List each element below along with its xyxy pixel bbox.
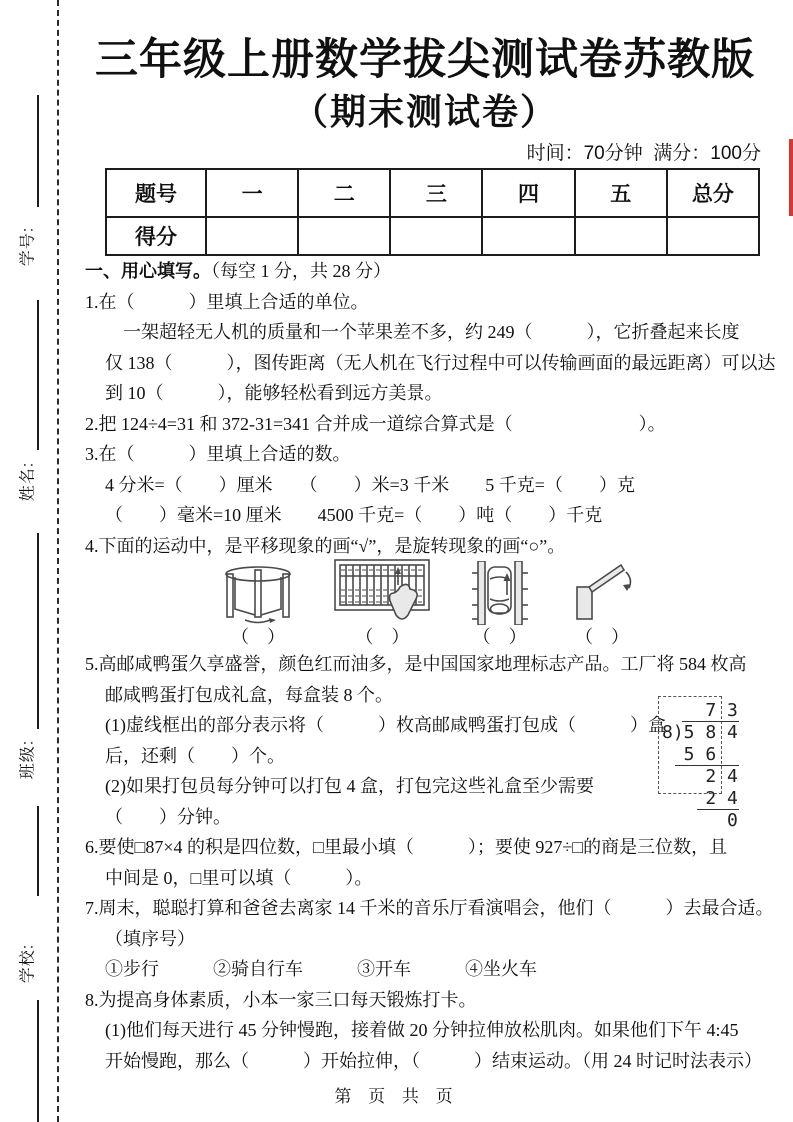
binding-dashed-line bbox=[57, 0, 59, 1122]
student-name-label: 姓名: bbox=[19, 461, 37, 502]
student-info-rule-line bbox=[37, 806, 39, 896]
section-1-title: 一、用心填写。 bbox=[85, 261, 211, 281]
figure-revolving-door bbox=[223, 563, 293, 649]
division-rule-line bbox=[697, 809, 739, 810]
question-1-line-3: 仅 138（ ），图传距离（无人机在飞行过程中可以传输画面的最远距离）可以达 bbox=[105, 352, 776, 373]
question-5-line-3: (1)虚线框出的部分表示将（ ）枚高邮咸鸭蛋打包成（ ）盒 bbox=[105, 715, 666, 735]
score-table-header-cell: 三 bbox=[390, 169, 482, 217]
question-4-figures bbox=[223, 561, 635, 649]
question-4-line-1: 4.下面的运动中，是平移现象的画“√”，是旋转现象的画“○”。 bbox=[85, 535, 566, 556]
abacus-icon bbox=[334, 559, 430, 625]
question-5-line-2: 邮咸鸭蛋打包成礼盒，每盒装 8 个。 bbox=[105, 684, 393, 705]
score-row-label: 得分 bbox=[106, 217, 206, 255]
question-1-line-4: 到 10（ ），能够轻松看到远方美景。 bbox=[105, 383, 443, 403]
division-dashed-box bbox=[658, 696, 722, 794]
question-8-line-1: 8.为提高身体素质，小本一家三口每天锻炼打卡。 bbox=[85, 989, 477, 1010]
question-8-line-3: 开始慢跑，那么（ ）开始拉伸，（ ）结束运动。（用 24 时记时法表示） bbox=[105, 1050, 762, 1071]
question-5-line-4: 后，还剩（ ）个。 bbox=[105, 745, 285, 766]
answer-paren: （ ） bbox=[231, 627, 285, 647]
student-info-rule-line bbox=[37, 95, 39, 207]
division-rule-line bbox=[675, 765, 739, 766]
division-dividend-row: 8)5 8 4 bbox=[662, 722, 738, 743]
score-table-header-cell: 总分 bbox=[667, 169, 759, 217]
score-table-header-cell: 二 bbox=[298, 169, 390, 217]
class-label: 班级: bbox=[19, 739, 37, 780]
question-5-line-5: (2)如果打包员每分钟可以打包 4 盒，打包完这些礼盒至少需要 bbox=[105, 776, 594, 796]
answer-paren: （ ） bbox=[472, 627, 527, 647]
figure-car-elevator bbox=[472, 561, 528, 649]
paper-subtitle: （期末测试卷） bbox=[291, 91, 558, 132]
division-result-row: 0 bbox=[662, 810, 738, 831]
score-cell-empty bbox=[206, 217, 298, 255]
division-product-row-2: 2 4 bbox=[662, 788, 738, 809]
answer-paren: （ ） bbox=[355, 627, 410, 647]
question-3-line-2: 4 分米=（ ）厘米 （ ）米=3 千米 5 千克=（ ）克 bbox=[105, 474, 635, 495]
question-3-line-1: 3.在（ ）里填上合适的数。 bbox=[85, 444, 351, 464]
score-table-header-cell: 题号 bbox=[106, 169, 206, 217]
question-7-line-2: （填序号） bbox=[105, 928, 195, 949]
score-cell-empty bbox=[298, 217, 390, 255]
score-cell-empty bbox=[482, 217, 574, 255]
score-table-header-cell: 四 bbox=[482, 169, 574, 217]
section-1-note: （每空 1 分，共 28 分） bbox=[211, 261, 391, 281]
score-table bbox=[105, 168, 760, 256]
question-1-line-2: 一架超轻无人机的质量和一个苹果差不多，约 249（ ），它折叠起来长度 bbox=[123, 322, 740, 342]
score-cell-empty bbox=[575, 217, 667, 255]
question-5-line-1: 5.高邮咸鸭蛋久享盛誉，颜色红而油多，是中国国家地理标志产品。工厂将 584 枚高 bbox=[85, 654, 747, 674]
figure-abacus bbox=[334, 559, 430, 649]
page-footer: 第 页 共 页 bbox=[334, 1087, 459, 1106]
paper-title: 三年级上册数学拔尖测试卷苏教版 bbox=[95, 36, 755, 84]
student-info-rule-line bbox=[37, 533, 39, 729]
question-6-line-1: 6.要使□87×4 的积是四位数，□里最小填（ ）；要使 927÷□的商是三位数，且 bbox=[85, 837, 728, 857]
question-7-line-1: 7.周末，聪聪打算和爸爸去离家 14 千米的音乐厅看演唱会，他们（ ）去最合适。 bbox=[85, 898, 774, 918]
school-label: 学校: bbox=[19, 943, 37, 984]
division-rule-line bbox=[682, 721, 739, 722]
question-5-line-6: （ ）分钟。 bbox=[105, 806, 231, 827]
revolving-door-icon bbox=[223, 563, 293, 625]
score-cell-empty bbox=[390, 217, 482, 255]
question-6-line-2: 中间是 0，□里可以填（ ）。 bbox=[105, 867, 373, 888]
car-elevator-icon bbox=[472, 561, 528, 625]
barrier-gate-icon bbox=[569, 563, 635, 625]
division-product-row: 5 6 bbox=[662, 744, 717, 765]
question-7-line-3: ①步行 ②骑自行车 ③开车 ④坐火车 bbox=[105, 959, 537, 979]
question-8-line-2: (1)他们每天进行 45 分钟慢跑，接着做 20 分钟拉伸放松肌肉。如果他们下午 4:45 bbox=[105, 1020, 739, 1040]
red-edge-mark bbox=[789, 139, 793, 216]
section-1-heading bbox=[85, 256, 785, 287]
time-and-score-info: 时间：70分钟 满分：100分 bbox=[526, 143, 761, 164]
score-cell-empty bbox=[667, 217, 759, 255]
long-division-figure bbox=[662, 700, 782, 840]
question-3-line-3: （ ）毫米=10 厘米 4500 千克=（ ）吨（ ）千克 bbox=[105, 505, 603, 525]
score-table-header-cell: 五 bbox=[575, 169, 667, 217]
figure-barrier-gate bbox=[569, 563, 635, 649]
questions-area bbox=[85, 256, 785, 1076]
student-info-rule-line bbox=[37, 300, 39, 450]
division-remainder-row: 2 4 bbox=[662, 766, 738, 787]
answer-paren: （ ） bbox=[574, 627, 629, 647]
question-2-line-1: 2.把 124÷4=31 和 372-31=341 合并成一道综合算式是（ ）。 bbox=[85, 413, 666, 434]
division-quotient-row: 7 3 bbox=[662, 700, 738, 721]
student-number-label: 学号: bbox=[19, 226, 37, 267]
score-table-header-cell: 一 bbox=[206, 169, 298, 217]
question-1-line-1: 1.在（ ）里填上合适的单位。 bbox=[85, 291, 369, 312]
